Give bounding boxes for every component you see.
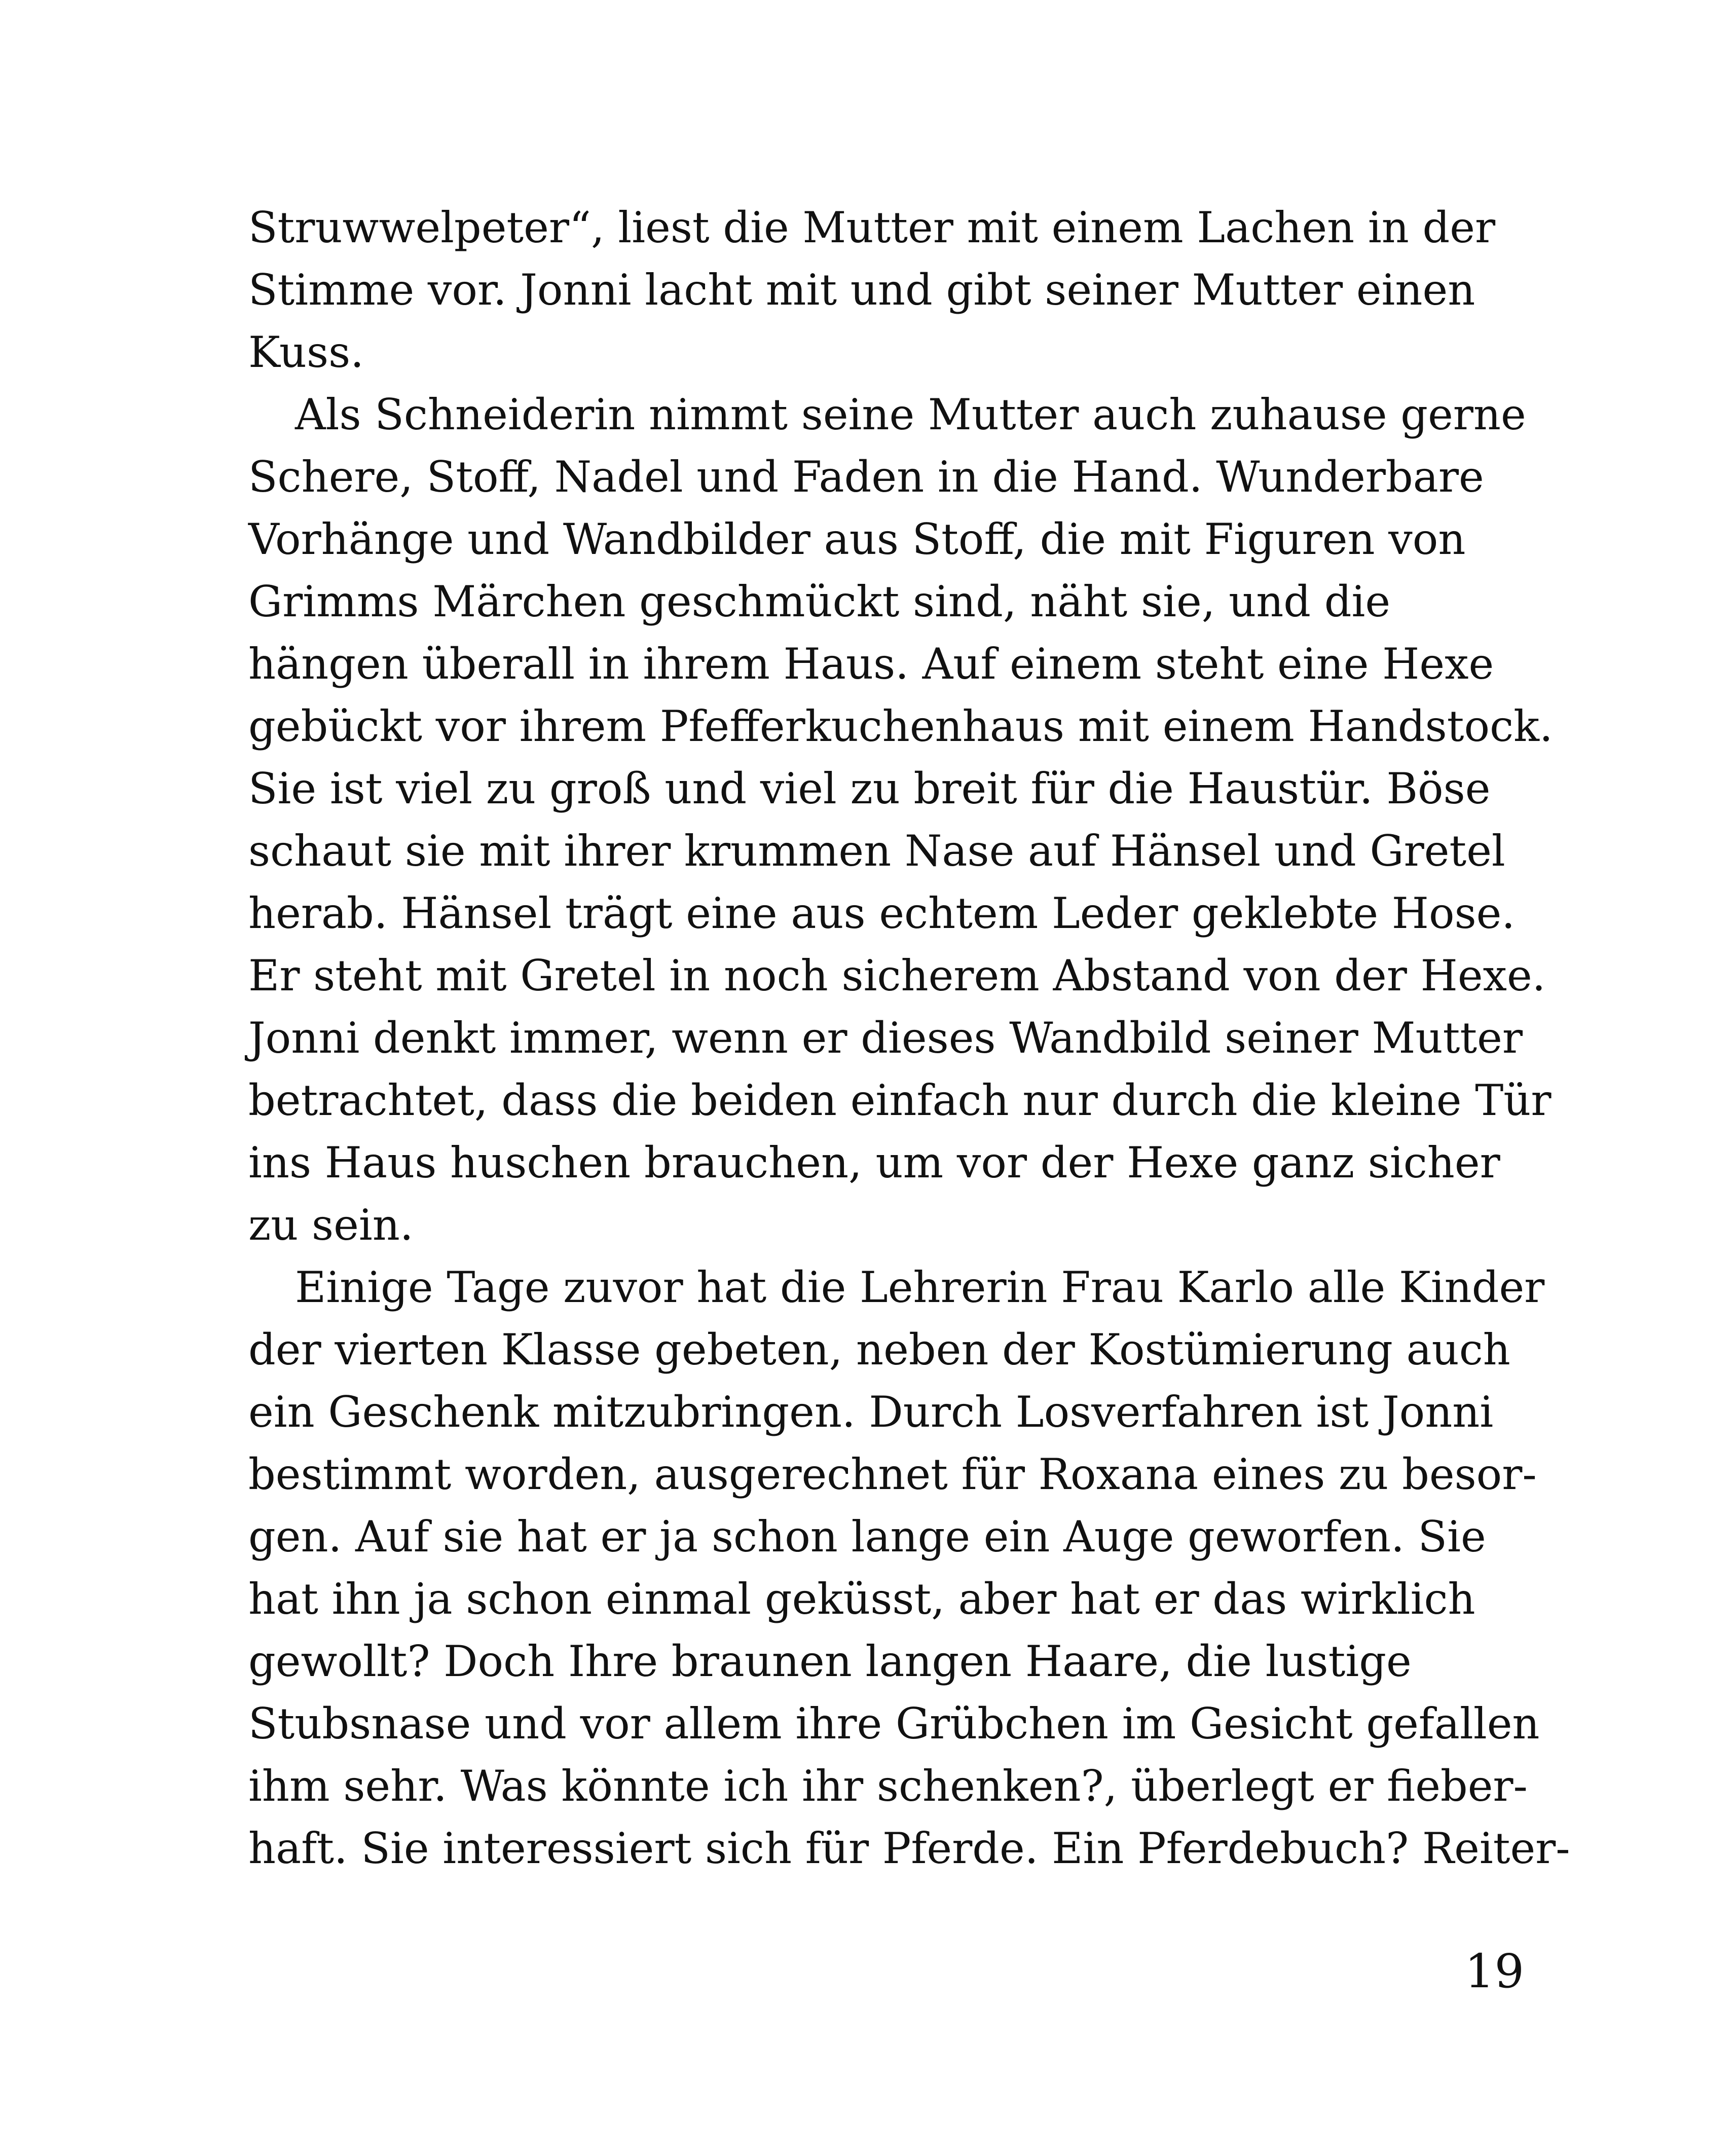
paragraph-3 [248,1256,1570,1880]
page-number: 19 [1464,1944,1524,1998]
paragraph-2 [248,384,1553,1256]
text-line: schaut sie mit ihrer krummen Nase auf Hänsel und Gretel [248,826,1505,876]
text-line: gebückt vor ihrem Pfefferkuchenhaus mit einem Handstock. [248,701,1553,751]
text-line: ein Geschenk mitzubringen. Durch Losverfahren ist Jonni [248,1387,1494,1437]
text-line: gewollt? Doch Ihre braunen langen Haare, die lustige [248,1637,1412,1686]
text-line: ihm sehr. Was könnte ich ihr schenken?, überlegt er fieber- [248,1761,1528,1811]
text-line: zu sein. [248,1200,414,1250]
text-line: Stubsnase und vor allem ihre Grübchen im Gesicht gefallen [248,1699,1540,1749]
text-line: Einige Tage zuvor hat die Lehrerin Frau Karlo alle Kinder [295,1262,1545,1312]
text-line: Sie ist viel zu groß und viel zu breit für die Haustür. Böse [248,764,1491,813]
text-line: Kuss. [248,327,364,377]
text-line: Als Schneiderin nimmt seine Mutter auch zuhause gerne [295,390,1526,439]
text-line: ins Haus huschen brauchen, um vor der Hexe ganz sicher [248,1138,1500,1187]
text-line: haft. Sie interessiert sich für Pferde. Ein Pferdebuch? Reiter- [248,1824,1570,1873]
text-line: Stimme vor. Jonni lacht mit und gibt seiner Mutter einen [248,265,1475,315]
text-line: betrachtet, dass die beiden einfach nur durch die kleine Tür [248,1075,1552,1125]
text-line: gen. Auf sie hat er ja schon lange ein Auge geworfen. Sie [248,1512,1486,1562]
text-line: hat ihn ja schon einmal geküsst, aber hat er das wirklich [248,1574,1475,1624]
text-line: Schere, Stoff, Nadel und Faden in die Hand. Wunderbare [248,452,1484,502]
text-line: der vierten Klasse gebeten, neben der Kostümierung auch [248,1325,1510,1375]
paragraph-1 [248,197,1526,384]
text-line: Grimms Märchen geschmückt sind, näht sie, und die [248,577,1391,626]
text-line: Er steht mit Gretel in noch sicherem Abstand von der Hexe. [248,951,1546,1000]
text-line: hängen überall in ihrem Haus. Auf einem steht eine Hexe [248,639,1494,689]
page-body [248,197,1570,1880]
text-line: Vorhänge und Wandbilder aus Stoff, die mit Figuren von [248,514,1466,564]
text-line: bestimmt worden, ausgerechnet für Roxana eines zu besor- [248,1450,1537,1499]
text-line: Jonni denkt immer, wenn er dieses Wandbild seiner Mutter [248,1013,1523,1063]
text-line: herab. Hänsel trägt eine aus echtem Leder geklebte Hose. [248,888,1516,938]
text-line: Struwwelpeter“, liest die Mutter mit einem Lachen in der [248,203,1496,252]
